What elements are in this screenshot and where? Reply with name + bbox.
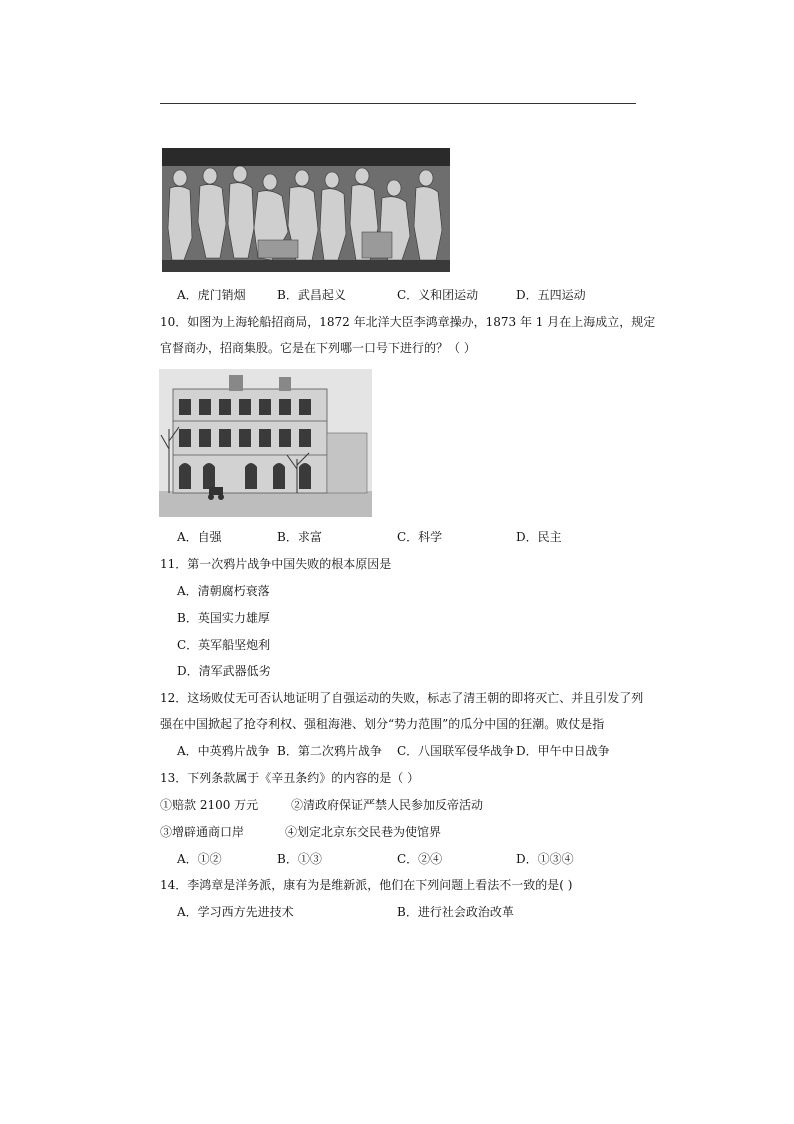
q11-option-b[interactable]: B．英国实力雄厚 [177, 611, 270, 625]
q13-item-3: ③增辟通商口岸 [160, 825, 245, 839]
q13-item-1: ①赔款 2100 万元 [160, 798, 259, 812]
q14-stem: 14．李鸿章是洋务派，康有为是维新派，他们在下列问题上看法不一致的是( ) [160, 878, 573, 892]
q10-stem-line1: 10．如图为上海轮船招商局，1872 年北洋大臣李鸿章操办，1873 年 1 月在上海成立，规定 [160, 315, 656, 329]
q10-stem-line2: 官督商办，招商集股。它是在下列哪一口号下进行的？（ ） [160, 341, 476, 355]
q11-option-a[interactable]: A．清朝腐朽衰落 [177, 584, 270, 598]
q9-option-d[interactable]: D．五四运动 [516, 288, 586, 302]
q12-option-c[interactable]: C．八国联军侵华战争 [397, 744, 515, 758]
q13-stem: 13．下列条款属于《辛丑条约》的内容的是（ ） [160, 771, 420, 785]
q11-stem: 11．第一次鸦片战争中国失败的根本原因是 [160, 557, 392, 571]
q11-option-d[interactable]: D．清军武器低劣 [177, 664, 271, 678]
q10-option-d[interactable]: D．民主 [516, 530, 562, 544]
q12-stem-line2: 强在中国掀起了抢夺利权、强租海港、划分“势力范围”的瓜分中国的狂潮。败仗是指 [160, 717, 605, 731]
q10-option-c[interactable]: C．科学 [397, 530, 443, 544]
q12-option-d[interactable]: D．甲午中日战争 [516, 744, 610, 758]
q11-option-c[interactable]: C．英军船坚炮利 [177, 638, 271, 652]
q13-item-4: ④划定北京东交民巷为使馆界 [285, 825, 442, 839]
q9-option-a[interactable]: A．虎门销烟 [177, 288, 246, 302]
q13-option-a[interactable]: A．①② [177, 852, 222, 866]
q13-item-2: ②清政府保证严禁人民参加反帝活动 [291, 798, 484, 812]
q14-option-a[interactable]: A．学习西方先进技术 [177, 905, 294, 919]
q13-option-b[interactable]: B．①③ [277, 852, 322, 866]
q9-option-c[interactable]: C．义和团运动 [397, 288, 479, 302]
q13-option-c[interactable]: C．②④ [397, 852, 443, 866]
q12-option-a[interactable]: A．中英鸦片战争 [177, 744, 270, 758]
q14-option-b[interactable]: B．进行社会政治改革 [397, 905, 514, 919]
q13-option-d[interactable]: D．①③④ [516, 852, 574, 866]
header-rule [160, 103, 636, 104]
relief-sculpture-image [162, 148, 450, 272]
q12-option-b[interactable]: B．第二次鸦片战争 [277, 744, 382, 758]
q9-option-b[interactable]: B．武昌起义 [277, 288, 346, 302]
q12-stem-line1: 12．这场败仗无可否认地证明了自强运动的失败，标志了清王朝的即将灭亡、并且引发了列 [160, 691, 644, 705]
q10-option-b[interactable]: B．求富 [277, 530, 322, 544]
building-photo-image [159, 369, 372, 517]
q10-option-a[interactable]: A．自强 [177, 530, 222, 544]
